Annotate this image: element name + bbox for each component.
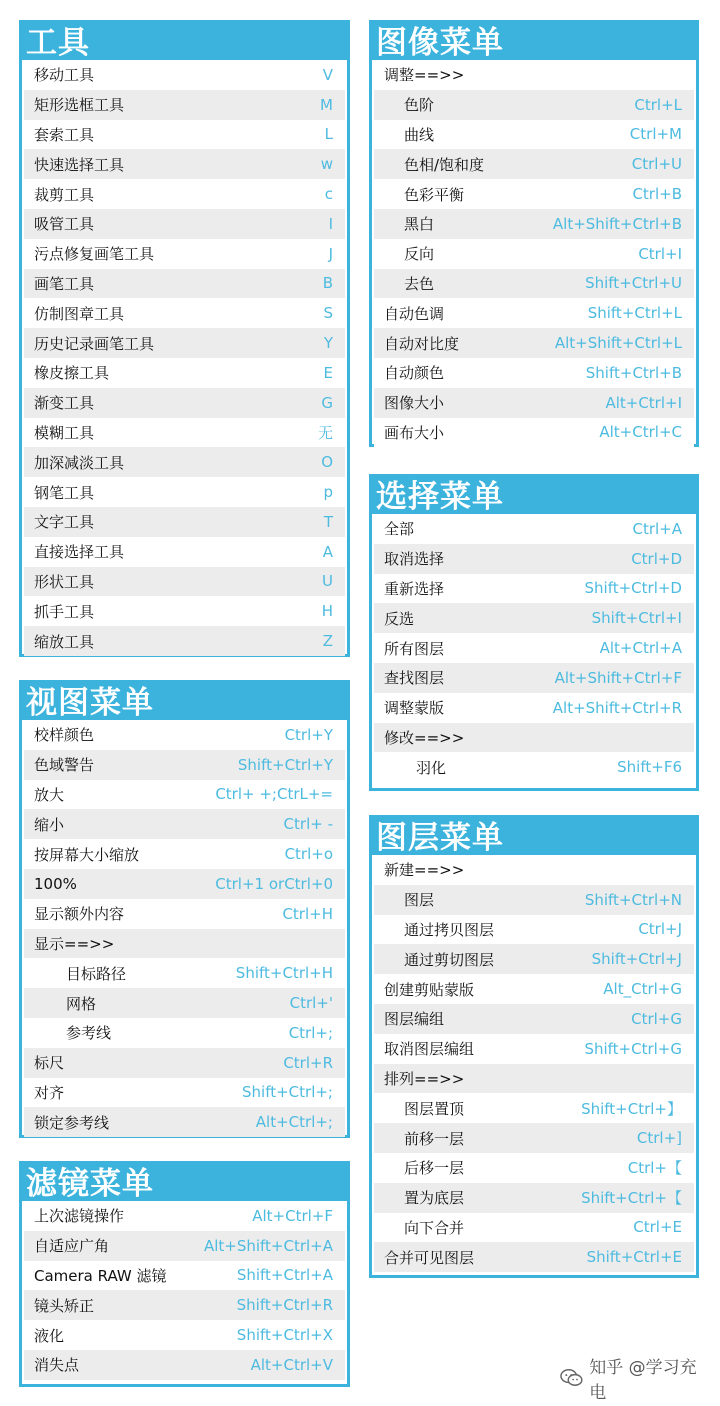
shortcut-row bbox=[24, 418, 345, 448]
shortcut-key: Alt+Ctrl+C bbox=[599, 423, 682, 442]
shortcut-key: Ctrl+Y bbox=[284, 725, 333, 744]
shortcut-key: Shift+Ctrl+A bbox=[236, 1266, 333, 1285]
shortcut-label: 前移一层 bbox=[404, 1129, 465, 1148]
shortcut-label: 加深减淡工具 bbox=[34, 453, 125, 472]
shortcut-row bbox=[24, 839, 345, 869]
shortcut-key: Alt+Shift+Ctrl+L bbox=[554, 334, 682, 353]
shortcut-label: 显示==>> bbox=[34, 934, 115, 953]
shortcut-key: Alt+Shift+Ctrl+B bbox=[552, 214, 682, 233]
shortcut-key: Shift+Ctrl+U bbox=[585, 274, 682, 293]
shortcut-key: Shift+Ctrl+【 bbox=[581, 1189, 682, 1208]
shortcut-label: 橡皮擦工具 bbox=[34, 364, 110, 383]
shortcut-key: Ctrl+ - bbox=[283, 815, 333, 834]
shortcut-row bbox=[374, 120, 694, 150]
shortcut-label: 黑白 bbox=[404, 215, 435, 234]
shortcut-row bbox=[24, 1231, 345, 1261]
shortcut-row bbox=[374, 723, 694, 753]
shortcut-label: 反向 bbox=[404, 245, 435, 264]
shortcut-label: 形状工具 bbox=[34, 572, 95, 591]
shortcut-row bbox=[24, 328, 345, 358]
shortcut-label: 图像大小 bbox=[384, 394, 445, 413]
shortcut-key: I bbox=[328, 214, 333, 233]
shortcut-label: 色域警告 bbox=[34, 756, 95, 775]
shortcut-label: 镜头矫正 bbox=[34, 1296, 95, 1315]
shortcut-label: 全部 bbox=[384, 520, 415, 539]
shortcut-label: 自动色调 bbox=[384, 304, 445, 323]
shortcut-label: 色相/饱和度 bbox=[404, 155, 485, 174]
shortcut-row bbox=[24, 720, 345, 750]
shortcut-row bbox=[24, 298, 345, 328]
shortcut-key: S bbox=[323, 304, 333, 323]
rows-container bbox=[22, 1201, 347, 1382]
shortcut-key: Shift+Ctrl+】 bbox=[581, 1099, 682, 1118]
shortcut-row bbox=[374, 633, 694, 663]
rows-container bbox=[372, 60, 696, 449]
panel-select-menu bbox=[369, 474, 699, 791]
shortcut-row bbox=[374, 855, 694, 885]
shortcut-row bbox=[374, 269, 694, 299]
panel-title: 视图菜单 bbox=[22, 683, 347, 720]
shortcut-label: 置为底层 bbox=[404, 1189, 465, 1208]
shortcut-key: Ctrl+] bbox=[636, 1129, 682, 1148]
shortcut-label: 网格 bbox=[66, 994, 97, 1013]
shortcut-key: Ctrl+E bbox=[633, 1218, 682, 1237]
shortcut-key: T bbox=[323, 512, 333, 531]
shortcut-key: H bbox=[321, 602, 333, 621]
shortcut-row bbox=[24, 780, 345, 810]
shortcut-row bbox=[24, 929, 345, 959]
shortcut-key: Ctrl+; bbox=[288, 1023, 333, 1042]
shortcut-label: 文字工具 bbox=[34, 513, 95, 532]
shortcut-row bbox=[374, 1213, 694, 1243]
shortcut-row bbox=[374, 60, 694, 90]
shortcut-row bbox=[374, 693, 694, 723]
shortcut-key: Shift+Ctrl+H bbox=[235, 964, 333, 983]
shortcut-label: 标尺 bbox=[34, 1054, 65, 1073]
shortcut-row bbox=[24, 477, 345, 507]
shortcut-key: Shift+Ctrl+B bbox=[585, 363, 682, 382]
shortcut-label: 放大 bbox=[34, 785, 65, 804]
shortcut-key: Ctrl+J bbox=[638, 920, 682, 939]
shortcut-key: p bbox=[323, 483, 333, 502]
shortcut-key: V bbox=[322, 65, 333, 84]
shortcut-key: Alt+Ctrl+V bbox=[250, 1355, 333, 1374]
panel-layer-menu bbox=[369, 815, 699, 1278]
shortcut-key: Alt+Ctrl+F bbox=[252, 1206, 333, 1225]
shortcut-key: Ctrl+U bbox=[631, 155, 682, 174]
shortcut-key: Shift+Ctrl+; bbox=[242, 1083, 333, 1102]
shortcut-label: 反选 bbox=[384, 609, 415, 628]
shortcut-label: 吸管工具 bbox=[34, 215, 95, 234]
shortcut-label: 液化 bbox=[34, 1326, 65, 1345]
shortcut-label: 修改==>> bbox=[384, 728, 465, 747]
shortcut-row bbox=[24, 1018, 345, 1048]
shortcut-row bbox=[374, 574, 694, 604]
shortcut-row bbox=[24, 388, 345, 418]
shortcut-label: 100% bbox=[34, 874, 77, 893]
shortcut-key: Alt_Ctrl+G bbox=[603, 980, 682, 999]
shortcut-label: 色彩平衡 bbox=[404, 185, 465, 204]
shortcut-row bbox=[374, 1064, 694, 1094]
shortcut-key: E bbox=[323, 363, 333, 382]
shortcut-key: Ctrl+ +;CtrL+= bbox=[215, 785, 333, 804]
shortcut-label: 画笔工具 bbox=[34, 274, 95, 293]
watermark-text: 知乎 @学习充电 bbox=[589, 1358, 697, 1403]
shortcut-key: L bbox=[324, 125, 333, 144]
shortcut-label: 调整蒙版 bbox=[384, 699, 445, 718]
shortcut-label: 去色 bbox=[404, 274, 435, 293]
shortcut-key: Alt+Shift+Ctrl+R bbox=[552, 698, 682, 717]
shortcut-key: Shift+F6 bbox=[617, 758, 682, 777]
watermark bbox=[560, 1358, 710, 1403]
shortcut-key: c bbox=[324, 185, 333, 204]
shortcut-row bbox=[24, 507, 345, 537]
shortcut-label: 查找图层 bbox=[384, 669, 445, 688]
shortcut-row bbox=[24, 988, 345, 1018]
shortcut-label: 直接选择工具 bbox=[34, 543, 125, 562]
shortcut-label: 按屏幕大小缩放 bbox=[34, 845, 140, 864]
shortcut-label: 调整==>> bbox=[384, 66, 465, 85]
shortcut-label: 锁定参考线 bbox=[34, 1113, 110, 1132]
shortcut-label: 上次滤镜操作 bbox=[34, 1207, 125, 1226]
shortcut-key: Alt+Ctrl+I bbox=[605, 393, 682, 412]
shortcut-row bbox=[24, 239, 345, 269]
shortcut-row bbox=[24, 1320, 345, 1350]
shortcut-row bbox=[24, 1201, 345, 1231]
shortcut-label: 缩小 bbox=[34, 815, 65, 834]
shortcut-row bbox=[24, 869, 345, 899]
shortcut-row bbox=[374, 1242, 694, 1272]
shortcut-row bbox=[374, 603, 694, 633]
shortcut-label: 历史记录画笔工具 bbox=[34, 334, 155, 353]
shortcut-row bbox=[24, 899, 345, 929]
shortcut-label: 排列==>> bbox=[384, 1069, 465, 1088]
shortcut-label: 色阶 bbox=[404, 96, 435, 115]
shortcut-row bbox=[24, 1350, 345, 1380]
shortcut-label: 通过剪切图层 bbox=[404, 950, 495, 969]
shortcut-key: Shift+Ctrl+G bbox=[584, 1039, 682, 1058]
shortcut-key: Z bbox=[322, 632, 333, 651]
shortcut-key: Shift+Ctrl+R bbox=[236, 1296, 333, 1315]
shortcut-label: 显示额外内容 bbox=[34, 905, 125, 924]
shortcut-row bbox=[374, 915, 694, 945]
shortcut-row bbox=[24, 537, 345, 567]
rows-container bbox=[372, 855, 696, 1274]
shortcut-row bbox=[374, 239, 694, 269]
shortcut-row bbox=[374, 358, 694, 388]
shortcut-label: 通过拷贝图层 bbox=[404, 920, 495, 939]
shortcut-label: 仿制图章工具 bbox=[34, 304, 125, 323]
rows-container bbox=[22, 720, 347, 1139]
shortcut-row bbox=[374, 298, 694, 328]
shortcut-label: 画布大小 bbox=[384, 423, 445, 442]
shortcut-row bbox=[374, 1004, 694, 1034]
panel-title: 工具 bbox=[22, 23, 347, 60]
shortcut-key: Ctrl+A bbox=[632, 519, 682, 538]
shortcut-row bbox=[374, 149, 694, 179]
shortcut-row bbox=[24, 149, 345, 179]
shortcut-row bbox=[374, 1183, 694, 1213]
shortcut-key: Alt+Ctrl+; bbox=[255, 1113, 333, 1132]
shortcut-row bbox=[374, 1123, 694, 1153]
shortcut-row bbox=[374, 1034, 694, 1064]
shortcut-label: 移动工具 bbox=[34, 66, 95, 85]
shortcut-key: M bbox=[320, 95, 333, 114]
shortcut-label: 校样颜色 bbox=[34, 726, 95, 745]
shortcut-label: 缩放工具 bbox=[34, 632, 95, 651]
shortcut-row bbox=[24, 1261, 345, 1291]
shortcut-label: 图层编组 bbox=[384, 1010, 445, 1029]
panel-title: 图层菜单 bbox=[372, 818, 696, 855]
shortcut-row bbox=[374, 1093, 694, 1123]
shortcut-key: Shift+Ctrl+X bbox=[236, 1326, 333, 1345]
shortcut-label: 目标路径 bbox=[66, 964, 127, 983]
shortcut-key: Ctrl+R bbox=[283, 1053, 333, 1072]
panel-title: 滤镜菜单 bbox=[22, 1164, 347, 1201]
shortcut-key: Shift+Ctrl+E bbox=[586, 1248, 682, 1267]
shortcut-row bbox=[24, 209, 345, 239]
shortcut-row bbox=[24, 1107, 345, 1137]
shortcut-label: 图层 bbox=[404, 891, 435, 910]
shortcut-label: 图层置顶 bbox=[404, 1099, 465, 1118]
shortcut-row bbox=[374, 179, 694, 209]
shortcut-label: 自适应广角 bbox=[34, 1237, 110, 1256]
shortcut-row bbox=[24, 90, 345, 120]
shortcut-label: 取消图层编组 bbox=[384, 1040, 475, 1059]
shortcut-label: 套索工具 bbox=[34, 125, 95, 144]
shortcut-row bbox=[24, 1078, 345, 1108]
shortcut-key: Ctrl+D bbox=[631, 549, 682, 568]
shortcut-key: Ctrl+o bbox=[284, 845, 333, 864]
shortcut-row bbox=[24, 120, 345, 150]
shortcut-label: Camera RAW 滤镜 bbox=[34, 1266, 167, 1285]
shortcut-key: 无 bbox=[317, 423, 333, 442]
shortcut-row bbox=[374, 209, 694, 239]
shortcut-key: Ctrl+B bbox=[632, 185, 682, 204]
shortcut-label: 参考线 bbox=[66, 1024, 112, 1043]
shortcut-key: Alt+Shift+Ctrl+F bbox=[554, 668, 682, 687]
wechat-icon bbox=[560, 1368, 583, 1388]
shortcut-key: G bbox=[321, 393, 333, 412]
shortcut-key: Ctrl+1 orCtrl+0 bbox=[215, 874, 333, 893]
shortcut-label: 创建剪贴蒙版 bbox=[384, 980, 475, 999]
shortcut-label: 模糊工具 bbox=[34, 423, 95, 442]
panel-title: 选择菜单 bbox=[372, 477, 696, 514]
panel-filter-menu bbox=[19, 1161, 350, 1387]
shortcut-label: 裁剪工具 bbox=[34, 185, 95, 204]
shortcut-row bbox=[24, 809, 345, 839]
shortcut-row bbox=[24, 958, 345, 988]
shortcut-key: Alt+Ctrl+A bbox=[599, 639, 682, 658]
shortcut-row bbox=[374, 974, 694, 1004]
shortcut-key: Ctrl+H bbox=[282, 904, 333, 923]
shortcut-label: 消失点 bbox=[34, 1356, 80, 1375]
shortcut-label: 取消选择 bbox=[384, 550, 445, 569]
shortcut-key: w bbox=[320, 155, 333, 174]
shortcut-label: 抓手工具 bbox=[34, 602, 95, 621]
rows-container bbox=[372, 514, 696, 784]
shortcut-key: Shift+Ctrl+L bbox=[587, 304, 682, 323]
shortcut-label: 向下合并 bbox=[404, 1218, 465, 1237]
shortcut-key: Y bbox=[323, 334, 333, 353]
shortcut-label: 曲线 bbox=[404, 125, 435, 144]
shortcut-key: O bbox=[321, 453, 333, 472]
shortcut-label: 合并可见图层 bbox=[384, 1248, 475, 1267]
shortcut-row bbox=[24, 567, 345, 597]
shortcut-label: 自动对比度 bbox=[384, 334, 460, 353]
panel-title: 图像菜单 bbox=[372, 23, 696, 60]
shortcut-label: 自动颜色 bbox=[384, 364, 445, 383]
shortcut-label: 污点修复画笔工具 bbox=[34, 245, 155, 264]
shortcut-row bbox=[374, 1153, 694, 1183]
shortcut-row bbox=[374, 663, 694, 693]
shortcut-key: Shift+Ctrl+D bbox=[584, 579, 682, 598]
rows-container bbox=[22, 60, 347, 658]
shortcut-row bbox=[24, 1048, 345, 1078]
shortcut-key: J bbox=[328, 244, 333, 263]
shortcut-label: 渐变工具 bbox=[34, 394, 95, 413]
panel-view-menu bbox=[19, 680, 350, 1138]
shortcut-row bbox=[374, 388, 694, 418]
shortcut-row bbox=[24, 596, 345, 626]
shortcut-row bbox=[374, 90, 694, 120]
shortcut-key: Shift+Ctrl+J bbox=[591, 950, 682, 969]
shortcut-label: 矩形选框工具 bbox=[34, 96, 125, 115]
shortcut-key: Ctrl+G bbox=[631, 1009, 682, 1028]
shortcut-key: B bbox=[322, 274, 333, 293]
shortcut-key: Ctrl+M bbox=[629, 125, 682, 144]
shortcut-key: Shift+Ctrl+N bbox=[584, 890, 682, 909]
shortcut-key: Alt+Shift+Ctrl+A bbox=[203, 1236, 333, 1255]
shortcut-key: Ctrl+【 bbox=[627, 1159, 682, 1178]
shortcut-row bbox=[374, 514, 694, 544]
shortcut-row bbox=[374, 328, 694, 358]
shortcut-key: Shift+Ctrl+I bbox=[591, 609, 682, 628]
shortcut-key: Ctrl+I bbox=[638, 244, 682, 263]
shortcut-label: 快速选择工具 bbox=[34, 155, 125, 174]
shortcut-label: 羽化 bbox=[416, 758, 447, 777]
shortcut-label: 钢笔工具 bbox=[34, 483, 95, 502]
shortcut-row bbox=[374, 944, 694, 974]
shortcut-row bbox=[24, 269, 345, 299]
shortcut-row bbox=[374, 752, 694, 782]
shortcut-key: Shift+Ctrl+Y bbox=[237, 755, 333, 774]
shortcut-row bbox=[24, 179, 345, 209]
shortcut-label: 对齐 bbox=[34, 1083, 65, 1102]
shortcut-row bbox=[24, 60, 345, 90]
panel-image-menu bbox=[369, 20, 699, 447]
shortcut-key: Ctrl+L bbox=[634, 95, 682, 114]
shortcut-row bbox=[24, 750, 345, 780]
shortcut-row bbox=[374, 885, 694, 915]
shortcut-row bbox=[374, 544, 694, 574]
shortcut-key: U bbox=[322, 572, 333, 591]
shortcut-row bbox=[374, 418, 694, 448]
shortcut-label: 新建==>> bbox=[384, 861, 465, 880]
shortcut-label: 后移一层 bbox=[404, 1159, 465, 1178]
shortcut-row bbox=[24, 626, 345, 656]
shortcut-row bbox=[24, 447, 345, 477]
shortcut-key: A bbox=[322, 542, 333, 561]
shortcut-label: 重新选择 bbox=[384, 579, 445, 598]
panel-tools bbox=[19, 20, 350, 657]
shortcut-key: Ctrl+' bbox=[289, 994, 333, 1013]
shortcut-row bbox=[24, 358, 345, 388]
shortcut-label: 所有图层 bbox=[384, 639, 445, 658]
shortcut-row bbox=[24, 1290, 345, 1320]
